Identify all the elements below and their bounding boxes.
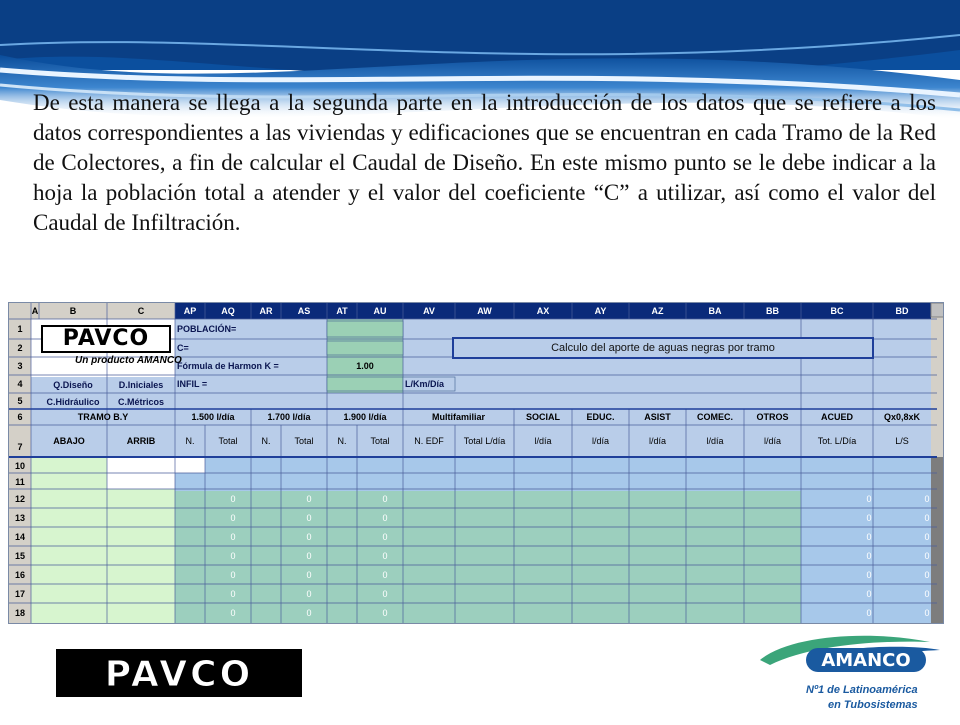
sub-header-asist: l/día xyxy=(648,436,666,446)
cell-as13[interactable]: 0 xyxy=(306,513,312,523)
col-header-ba[interactable]: BA xyxy=(708,306,722,316)
harmon-value[interactable]: 1.00 xyxy=(356,361,374,371)
c-metricos-button[interactable]: C.Métricos xyxy=(117,397,164,407)
group-header-educ: EDUC. xyxy=(586,412,615,422)
col-header-az[interactable]: AZ xyxy=(651,306,664,316)
cell-bc15[interactable]: 0 xyxy=(866,551,872,561)
sub-header-arrib: ARRIB xyxy=(126,436,156,446)
cell-bd16[interactable]: 0 xyxy=(924,570,930,580)
cell-au14[interactable]: 0 xyxy=(382,532,388,542)
cell-aq12[interactable]: 0 xyxy=(230,494,236,504)
sub-header-n-edf: N. EDF xyxy=(414,436,444,446)
spreadsheet xyxy=(8,302,944,624)
row-header-7[interactable]: 7 xyxy=(17,442,23,452)
cell-aq16[interactable]: 0 xyxy=(230,570,236,580)
col-header-ay[interactable]: AY xyxy=(594,306,607,316)
row-header-17[interactable]: 17 xyxy=(14,589,25,599)
group-header-multifamiliar: Multifamiliar xyxy=(431,412,485,422)
row-header-6[interactable]: 6 xyxy=(17,412,23,422)
group-header-qx: Qx0,8xK xyxy=(883,412,921,422)
cell-aq13[interactable]: 0 xyxy=(230,513,236,523)
c-label: C= xyxy=(177,343,189,353)
cell-bd18[interactable]: 0 xyxy=(924,608,930,618)
cell-au17[interactable]: 0 xyxy=(382,589,388,599)
row-header-3[interactable]: 3 xyxy=(17,361,23,371)
cell-bc17[interactable]: 0 xyxy=(866,589,872,599)
col-header-b[interactable]: B xyxy=(69,306,77,316)
row-header-15[interactable]: 15 xyxy=(14,551,25,561)
amanco-logo xyxy=(750,630,950,720)
sub-header-educ: l/día xyxy=(591,436,609,446)
amanco-logo-text: AMANCO xyxy=(821,650,911,671)
group-header-1900: 1.900 l/día xyxy=(343,412,387,422)
cell-bd14[interactable]: 0 xyxy=(924,532,930,542)
cell-as18[interactable]: 0 xyxy=(306,608,312,618)
sub-header-total-multi: Total L/día xyxy=(463,436,506,446)
harmon-label: Fórmula de Harmon K = xyxy=(177,361,279,371)
cell-au12[interactable]: 0 xyxy=(382,494,388,504)
cell-bc12[interactable]: 0 xyxy=(866,494,872,504)
amanco-tagline-1: Nº1 de Latinoamérica xyxy=(806,684,918,696)
pavco-logo-text: PAVCO xyxy=(104,654,254,695)
col-header-au[interactable]: AU xyxy=(373,306,387,316)
row-header-16[interactable]: 16 xyxy=(14,570,25,580)
group-header-acued: ACUED xyxy=(820,412,853,422)
col-header-a[interactable]: A xyxy=(31,306,39,316)
row-header-5[interactable]: 5 xyxy=(17,396,23,406)
cell-bc16[interactable]: 0 xyxy=(866,570,872,580)
row-header-12[interactable]: 12 xyxy=(14,494,25,504)
row-header-18[interactable]: 18 xyxy=(14,608,25,618)
sub-header-total-1900: Total xyxy=(370,436,390,446)
group-header-asist: ASIST xyxy=(644,412,671,422)
cell-bd12[interactable]: 0 xyxy=(924,494,930,504)
cell-aq17[interactable]: 0 xyxy=(230,589,236,599)
col-header-bd[interactable]: BD xyxy=(895,306,909,316)
q-diseno-button[interactable]: Q.Diseño xyxy=(53,380,93,390)
cell-as16[interactable]: 0 xyxy=(306,570,312,580)
cell-bd15[interactable]: 0 xyxy=(924,551,930,561)
d-iniciales-button[interactable]: D.Iniciales xyxy=(118,380,164,390)
group-header-otros: OTROS xyxy=(756,412,789,422)
cell-au18[interactable]: 0 xyxy=(382,608,388,618)
row-header-4[interactable]: 4 xyxy=(17,379,23,389)
sub-header-total-1500: Total xyxy=(218,436,238,446)
sub-header-acued: Tot. L/Día xyxy=(817,436,857,446)
col-header-ap[interactable]: AP xyxy=(183,306,197,316)
group-header-1500: 1.500 l/día xyxy=(191,412,235,422)
cell-bd17[interactable]: 0 xyxy=(924,589,930,599)
sub-header-comec: l/día xyxy=(706,436,724,446)
sub-header-total-1700: Total xyxy=(294,436,314,446)
infil-unit: L/Km/Día xyxy=(405,379,445,389)
col-header-aw[interactable]: AW xyxy=(477,306,492,316)
sheet-title: Calculo del aporte de aguas negras por tramo xyxy=(551,342,775,354)
cell-as17[interactable]: 0 xyxy=(306,589,312,599)
cell-bd13[interactable]: 0 xyxy=(924,513,930,523)
col-header-at[interactable]: AT xyxy=(336,306,348,316)
col-header-as[interactable]: AS xyxy=(297,306,311,316)
sub-header-n-1500: N. xyxy=(185,436,195,446)
row-header-11[interactable]: 11 xyxy=(15,477,25,487)
cell-aq18[interactable]: 0 xyxy=(230,608,236,618)
cell-bc13[interactable]: 0 xyxy=(866,513,872,523)
infil-label: INFIL = xyxy=(177,379,208,389)
row-header-10[interactable]: 10 xyxy=(14,461,25,471)
cell-as12[interactable]: 0 xyxy=(306,494,312,504)
cell-au16[interactable]: 0 xyxy=(382,570,388,580)
sub-header-ls: L/S xyxy=(895,436,909,446)
col-header-aq[interactable]: AQ xyxy=(221,306,235,316)
sheet-pavco-logo: PAVCO xyxy=(41,325,171,353)
cell-aq15[interactable]: 0 xyxy=(230,551,236,561)
c-hidraulico-button[interactable]: C.Hidráulico xyxy=(46,397,100,407)
sub-header-abajo: ABAJO xyxy=(53,436,85,446)
group-header-1700: 1.700 l/día xyxy=(267,412,311,422)
col-header-ax[interactable]: AX xyxy=(536,306,550,316)
cell-au15[interactable]: 0 xyxy=(382,551,388,561)
amanco-tagline-2: en Tubosistemas xyxy=(828,699,918,711)
poblacion-label: POBLACIÓN= xyxy=(177,324,237,334)
cell-as15[interactable]: 0 xyxy=(306,551,312,561)
sub-header-n-1700: N. xyxy=(261,436,271,446)
cell-bc14[interactable]: 0 xyxy=(866,532,872,542)
cell-au13[interactable]: 0 xyxy=(382,513,388,523)
cell-bc18[interactable]: 0 xyxy=(866,608,872,618)
cell-as14[interactable]: 0 xyxy=(306,532,312,542)
sub-header-social: l/día xyxy=(534,436,552,446)
col-header-bb[interactable]: BB xyxy=(766,306,779,316)
group-header-comec: COMEC. xyxy=(697,412,733,422)
col-header-c[interactable]: C xyxy=(137,306,145,316)
group-header-tramo: TRAMO B.Y xyxy=(77,412,129,422)
col-header-bc[interactable]: BC xyxy=(830,306,844,316)
cell-aq14[interactable]: 0 xyxy=(230,532,236,542)
row-header-13[interactable]: 13 xyxy=(14,513,25,523)
sub-header-n-1900: N. xyxy=(337,436,347,446)
row-header-1[interactable]: 1 xyxy=(17,324,23,334)
col-header-av[interactable]: AV xyxy=(423,306,435,316)
sheet-logo-subtitle: Un producto AMANCO xyxy=(75,355,182,366)
group-header-social: SOCIAL xyxy=(525,412,560,422)
row-header-2[interactable]: 2 xyxy=(17,343,23,353)
row-header-14[interactable]: 14 xyxy=(14,532,25,542)
sub-header-otros: l/día xyxy=(763,436,781,446)
col-header-ar[interactable]: AR xyxy=(259,306,273,316)
intro-paragraph: De esta manera se llega a la segunda parte en la introducción de los datos que se refiere a los datos correspondientes a las viviendas y edificaciones que se encuentran en cada Tramo de la Red de Colectores, a fin de calcular el Caudal de Diseño. En este mismo punto se le debe indicar a la hoja la población total a atender y el valor del coeficiente “C” a utilizar, así como el valor del Caudal de Infiltración. xyxy=(33,90,936,235)
pavco-logo xyxy=(56,649,302,697)
